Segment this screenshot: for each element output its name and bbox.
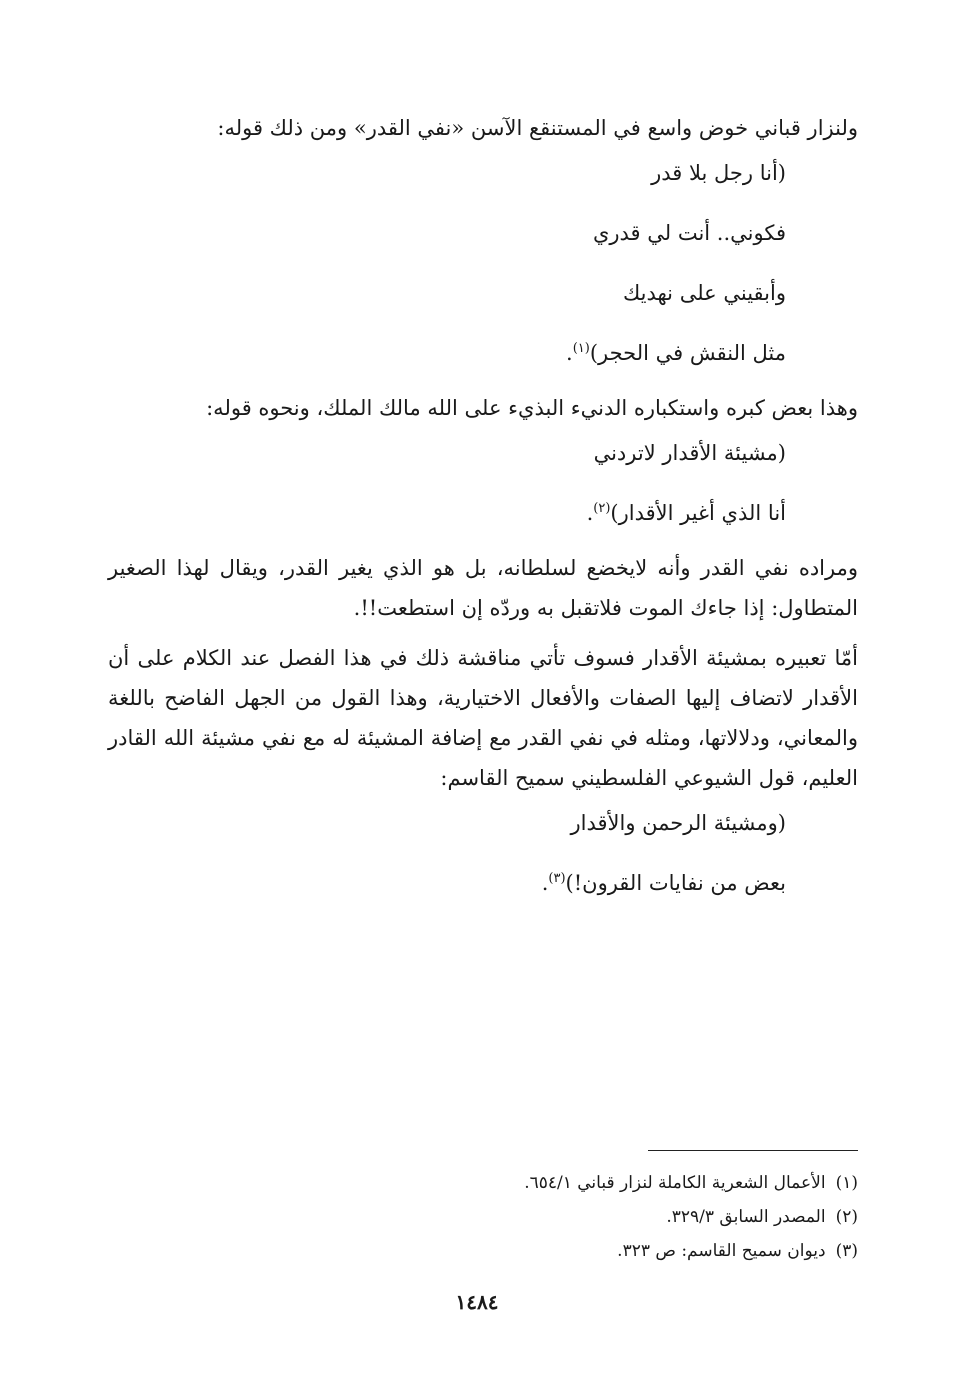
verse-line: (ومشيئة الرحمن والأقدار bbox=[570, 811, 786, 835]
page-number: ١٤٨٤ bbox=[455, 1290, 499, 1314]
paragraph-2: وهذا بعض كبره واستكباره الدنيء البذيء على الله مالك الملك، ونحوه قوله: bbox=[206, 396, 858, 420]
footnote-item bbox=[158, 1234, 858, 1268]
paragraph-3: ومراده نفي القدر وأنه لايخضع لسلطانه، بل هو الذي يغير القدر، ويقال لهذا الصغير المتطاول: إذا جاءك الموت فلاتقبل به وردّه إن استطعت!!. bbox=[108, 556, 858, 620]
verse-line: فكوني.. أنت لي قدري bbox=[592, 221, 786, 245]
footnote-item bbox=[158, 1166, 858, 1200]
footnote-item bbox=[158, 1200, 858, 1234]
verse-line: (مشيئة الأقدار لاتردني bbox=[593, 441, 786, 465]
verse-line: أنا الذي أغير الأقدار)$^{(٢)}$. bbox=[586, 501, 786, 525]
page-body bbox=[108, 108, 858, 918]
verse-text: بعض من نفايات القرون!) bbox=[565, 871, 786, 895]
footnote-text: ديوان سميح القاسم: ص ٣٢٣. bbox=[617, 1241, 826, 1261]
verse-line: مثل النقش في الحجر)$^{(١)}$. bbox=[566, 341, 786, 365]
footnote-text: المصدر السابق ٣٢٩/٣. bbox=[666, 1207, 826, 1227]
footnote-divider bbox=[648, 1150, 858, 1151]
verse-text: مثل النقش في الحجر) bbox=[589, 341, 786, 365]
verse-line: (أنا رجل بلا قدر bbox=[651, 161, 786, 185]
footnote-number: (٣) bbox=[835, 1241, 858, 1261]
footnote-text: الأعمال الشعرية الكاملة لنزار قباني ٦٥٤/١. bbox=[524, 1173, 826, 1193]
verse-text: أنا الذي أغير الأقدار) bbox=[610, 501, 786, 525]
paragraph-1: ولنزار قباني خوض واسع في المستنقع الآسن «نفي القدر» ومن ذلك قوله: bbox=[217, 116, 858, 140]
verse-line: بعض من نفايات القرون!)$^{(٣)}$. bbox=[541, 871, 786, 895]
verse-line: وأبقيني على نهديك bbox=[622, 281, 786, 305]
paragraph-4: أمّا تعبيره بمشيئة الأقدار فسوف تأتي مناقشة ذلك في هذا الفصل عند الكلام على أن الأقدار لاتضاف إليها الصفات والأفعال الاختيارية، وهذا القول من الجهل الفاضح باللغة والمعاني، ودلالاتها، ومثله في نفي القدر مع إضافة المشيئة له مع نفي مشيئة الله القادر العليم، قول الشيوعي الفلسطيني سميح القاسم: bbox=[108, 646, 858, 790]
footnote-ref: (٢) bbox=[593, 501, 611, 516]
footnote-number: (١) bbox=[835, 1173, 858, 1193]
footnote-ref: (٣) bbox=[548, 871, 566, 886]
footnotes bbox=[158, 1166, 858, 1268]
footnote-number: (٢) bbox=[835, 1207, 858, 1227]
footnote-ref: (١) bbox=[572, 341, 590, 356]
